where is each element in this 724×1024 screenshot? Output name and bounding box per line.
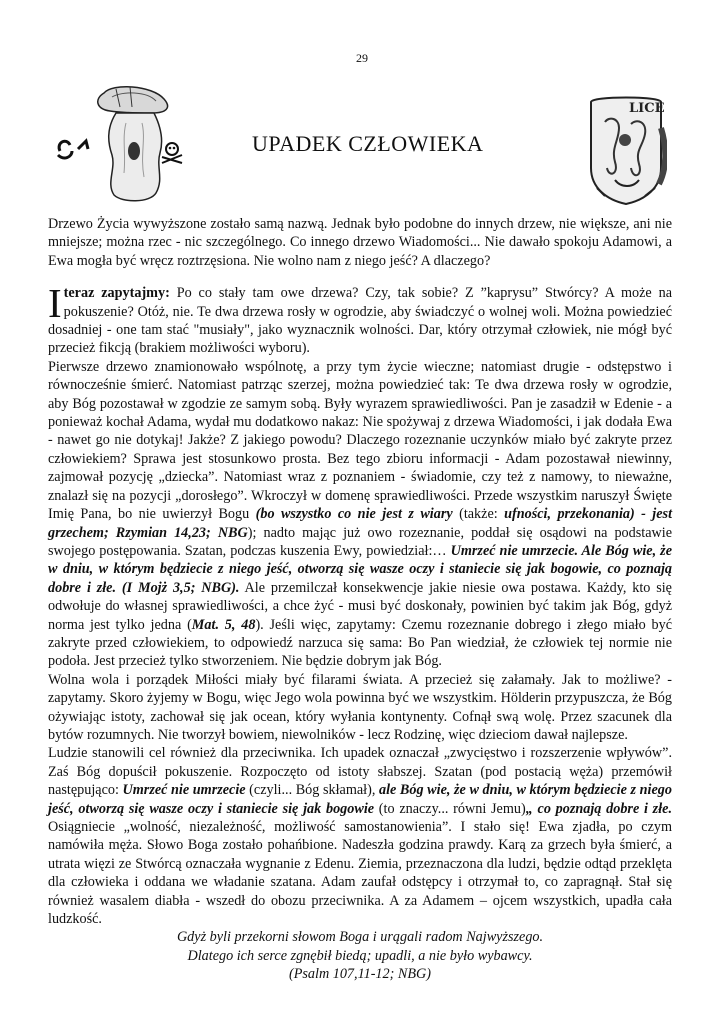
p3-emph-3: Umrzeć nie umrzecie. Ale Bóg wie, że w dniu, w którym będziecie z niego jeść, otworzą się wasze oczy i staniecie się jak bogowie, co poznają dobre i złe. (I Mojż 3,5; NBG). — [48, 542, 672, 596]
bold-lead: teraz zapytajmy: — [63, 285, 170, 302]
p5-text-2: (czyli... Bóg skłamał), — [245, 782, 379, 799]
quote-citation: (Psalm 107,11-12; NBG) — [289, 965, 431, 982]
coat-of-arms-emblem — [585, 88, 667, 206]
paragraph-3 — [48, 358, 672, 671]
p3-text-4: Ale przemilczał konsekwencje jakie niesie owa postawa. Każdy, kto się odwołuje do własnej sprawiedliwości, a chce żyć - musi być doskonały, powinien być takim jak Bóg, gdyż norma jest tylko jedna ( — [48, 579, 672, 633]
p3-text-5: ). Jeśli więc, zapytamy: Czemu rozeznanie dobrego i złego miało być zakryte przed człowiekiem, to odpowiedź narzuca się sama: Bo Pan wiedział, że człowiek tej normie nie podoła. Jest przecież tylko stworzeniem. Nie będzie dobrym jak Bóg. — [48, 616, 673, 670]
quote-line-2: Dlatego ich serce zgnębił biedą; upadli, a nie było wybawcy. — [187, 947, 533, 964]
quote-line-1: Gdyż byli przekorni słowom Boga i urągali radom Najwyższego. — [176, 929, 544, 946]
paragraph-2 — [48, 280, 672, 358]
p3-text-3: ); nadto mając już owo rozeznanie, poddał się osądowi na podstawie swojego postępowania. Szatan, podczas kuszenia Ewy, powiedział:… — [48, 524, 672, 559]
paragraph-2-text: Po co stały tam owe drzewa? Czy, tak sobie? Z ”kaprysu” Stwórcy? A może na pokuszenie? Otóż, nie. Te dwa drzewa rosły w ogrodzie, aby świadczyć o wolnej woli. Można powiedzieć dosadniej - one tam stać "musiały", jako wyznacznik wolności. Dar, który otrzymał człowiek, nie mógł być przecież fikcją (brakiem możliwości wyboru). — [48, 285, 672, 357]
p5-emph-3: „ co poznają dobre i złe. — [525, 800, 672, 817]
page-title: UPADEK CZŁOWIEKA — [252, 131, 484, 156]
p5-emph-2: ale Bóg wie, że w dniu, w którym będziecie z niego jeść, otworzą się wasze oczy i staniecie się jak bogowie — [48, 782, 672, 817]
drop-cap: I — [48, 280, 62, 327]
intro-paragraph: Drzewo Życia wywyższone zostało samą nazwą. Jednak było podobne do innych drzew, nie większe, ani nie mniejsze; można rzec - nic szczególnego. Co innego drzewo Wiadomości... Nie dawało spokoju Adamowi, a Ewa mogła być wręcz roztrzęsiona. Nie wolno nam z niego jeść? A dlaczego? — [48, 216, 672, 269]
apple-core-skull-illustration — [52, 83, 192, 207]
article-body — [48, 215, 672, 983]
paragraph-4: Wolna wola i porządek Miłości miały być filarami świata. A przecież się załamały. Jak to możliwe? - zapytamy. Skoro żyjemy w Bogu, więc Jego wola powinna być we wszystkim. Hölderin przypuszcza, że Bóg ożywiając istoty, zachował się jak ocean, który wyłania kontynenty. Cofnął swą wolę. Przez szacunek dla bytów rozumnych. Nie tworzył bowiem, niewolników - lecz Rodzinę, więc dzieciom dawał najlepsze. — [48, 671, 672, 743]
scripture-quote — [48, 928, 672, 983]
p3-emph-1: (bo wszystko co nie jest z wiary — [255, 506, 453, 523]
p3-text-1: Pierwsze drzewo znamionowało wspólnotę, a przy tym życie wieczne; natomiast drugie - odstępstwo i równocześnie śmierć. Natomiast patrząc szerzej, można powiedzieć tak: Te dwa drzewa rosły w ogrodzie, aby Bóg pozostawał w zgodzie ze samym sobą. Były wyrazem sprawiedliwości. Pan je zasadził w Edenie - a ponieważ kochał Adama, wydał mu dodatkowo nakaz: Nie spożywaj z drzewa Wiadomości, i jak dodała Ewa - nawet go nie dotykaj! Jakże? Z jakiego powodu? Dlaczego rozeznanie uczynków miało być zakryte przez człowiekiem? Sprawa jest stosunkowo prosta. Bez tego zbioru informacji - Adam pozostawał niewinny, zajmował pozycję „dziecka”. Natomiast wraz z poznaniem - świadomie, czy też z namowy, to nieważne, znalazł się na pozycji „dorosłego”. Wkroczył w domenę sprawiedliwości. Przede wszystkim naruszył Święte Imię Pana, bo nie uwierzył Bogu — [48, 358, 672, 523]
page-number: 29 — [356, 51, 368, 65]
p5-text-3: (to znaczy... równi Jemu) — [374, 800, 526, 817]
emblem-text: LICE — [629, 101, 665, 116]
p3-emph-2: ufności, przekonania) - jest grzechem; Rzymian 14,23; NBG — [48, 506, 673, 541]
paragraph-5 — [48, 744, 672, 928]
p5-text-1: Ludzie stanowili cel również dla przeciwnika. Ich upadek oznaczał „zwycięstwo i rozszerzenie wpływów”. Zaś Bóg dopuścił pokuszenie. Rozpoczęto od istoty słabszej. Szatan (pod postacią węża) przemówił następująco: — [48, 745, 672, 799]
p3-text-2: (także: — [452, 506, 505, 523]
p5-text-4: Osiągniecie „wolność, niezależność, możliwość samostanowienia”. I stało się! Ewa zjadła, po czym namówiła męża. Słowo Boga zostało pohańbione. Nadeszła godzina prawdy. Karą za grzech była śmierć, a utrata więzi ze Stwórcą oznaczała wygnanie z Edenu. Ziemia, przeznaczona dla ludzi, będzie odtąd przeklęta dla człowieka i oddana we władanie szatana. Adam zaufał odstępcy i otrzymał to, co zapragnął. Stał się również wasalem diabła - wszedł do obozu przeciwnika. A za Adamem – ojcem wszystkich, upadła cała ludzkość. — [48, 819, 672, 928]
p5-emph-1: Umrzeć nie umrzecie — [122, 782, 246, 799]
p3-emph-4: Mat. 5, 48 — [191, 616, 256, 633]
